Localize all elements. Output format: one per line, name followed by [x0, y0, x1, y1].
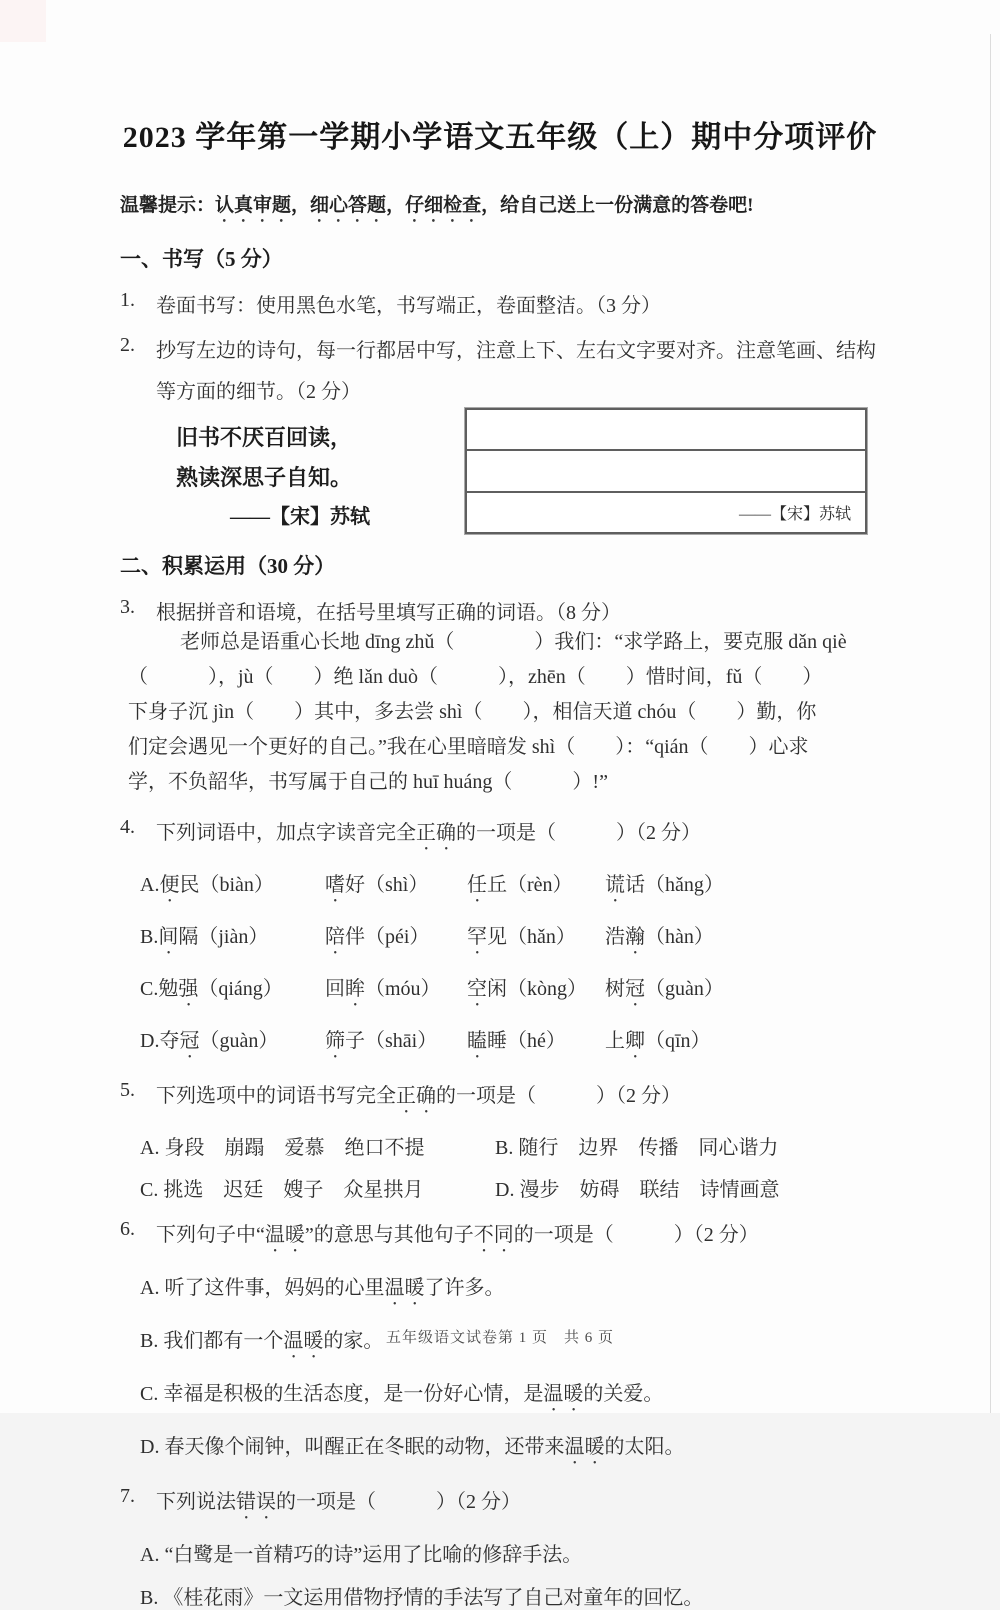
option-label: C. [140, 978, 159, 1000]
option-emphasis: 温暖 [543, 1383, 584, 1405]
option-label: B. [140, 926, 159, 948]
copy-exercise-row [120, 408, 882, 534]
question-7-text-part-2: 的一项是（ ）（2 分） [276, 1491, 521, 1513]
word-pre: 上 [605, 1030, 625, 1052]
word-post: 子（shāi） [345, 1030, 438, 1052]
question-6-text-part-1: 下列句子中“ [156, 1224, 265, 1246]
word-post: 睡（hé） [487, 1030, 566, 1052]
word-dotted-char: 冠 [179, 1030, 200, 1052]
question-5-options-row-2 [140, 1173, 882, 1202]
option-label: D. [140, 1030, 160, 1052]
word-dotted-char: 间 [158, 926, 179, 948]
question-3-text: 根据拼音和语境，在括号里填写正确的词语。（8 分） [156, 602, 621, 624]
option-label: A. [140, 874, 160, 896]
tip-comma-1: ， [291, 195, 311, 216]
content-area [0, 190, 1000, 1610]
word-post: （qiáng） [198, 978, 283, 1000]
word-dotted-char: 空 [467, 978, 487, 1000]
word-dotted-char: 谎 [605, 874, 625, 896]
poem-attribution: ——【宋】苏轼 [230, 506, 370, 528]
option-text: “白鹭是一首精巧的诗”运用了比喻的修辞手法。 [164, 1544, 583, 1566]
word-dotted-char: 任 [467, 874, 487, 896]
question-5-option-b: B. 随行 边界 传播 同心谐力 [495, 1137, 779, 1159]
question-5-option-a: A. 身段 崩蹋 爱慕 绝口不提 [140, 1137, 425, 1159]
scan-edge-line [990, 34, 991, 1413]
option-emphasis: 温暖 [564, 1436, 605, 1458]
option-emphasis: 温暖 [384, 1277, 425, 1299]
word-post: （hàn） [645, 926, 714, 948]
question-7-option-b [140, 1581, 882, 1610]
question-4-text-part-2: 的一项是（ ）（2 分） [456, 822, 701, 844]
word-post: 隔（jiàn） [178, 926, 269, 948]
word-dotted-char: 眸 [345, 978, 365, 1000]
question-5-number: 5. [120, 1079, 135, 1101]
question-7-number: 7. [120, 1485, 135, 1507]
handwriting-row-3: ——【宋】苏轼 [738, 505, 851, 523]
question-6-text-part-2: ”的意思与其他句子 [304, 1224, 474, 1246]
word-post: （qīn） [645, 1030, 711, 1052]
question-3-paragraph-line-1: 老师总是语重心长地 dīng zhǔ（ ）我们：“求学路上，要克服 dǎn qiè [180, 631, 847, 653]
option-text: 《桂花雨》一文运用借物抒情的手法写了自己对童年的回忆。 [163, 1587, 704, 1609]
handwriting-answer-box [465, 408, 867, 534]
tip-comma-2: ， [386, 195, 406, 216]
option-cell [140, 868, 325, 907]
option-label: D. [140, 1436, 160, 1458]
option-post: 的太阳。 [604, 1436, 685, 1458]
question-3-paragraph-line-5: 学，不负韶华，书写属于自己的 huī huáng（ ）!” [128, 771, 608, 793]
word-dotted-char: 筛 [325, 1030, 345, 1052]
word-dotted-char: 卿 [625, 1030, 645, 1052]
word-post: 见（hǎn） [487, 926, 576, 948]
question-6-emphasis-2: 不同 [473, 1224, 514, 1246]
question-6-text [156, 1218, 759, 1257]
question-6-option-d [140, 1430, 882, 1469]
question-5 [120, 1079, 882, 1118]
question-6 [120, 1218, 882, 1257]
question-6-option-c [140, 1377, 882, 1416]
section-2-heading: 二、积累运用（30 分） [120, 554, 336, 578]
question-6-option-a [140, 1271, 882, 1310]
word-post: （guàn） [645, 978, 724, 1000]
question-2 [120, 334, 882, 363]
question-2-line-1: 抄写左边的诗句，每一行都居中写，注意上下、左右文字要对齐。注意笔画、结构 [156, 340, 876, 362]
question-6-emphasis-1: 温暖 [264, 1224, 305, 1246]
word-pre: 浩 [605, 926, 625, 948]
tip-emphasis-2: 细心答题 [310, 195, 387, 216]
question-6-number: 6. [120, 1218, 135, 1240]
scan-corner-artifact [0, 0, 46, 42]
question-4-option-a [140, 868, 882, 907]
page-footer: 五年级语文试卷第 1 页 共 6 页 [385, 1330, 614, 1346]
word-dotted-char: 陪 [325, 926, 345, 948]
poem-line-1: 旧书不厌百回读， [176, 425, 353, 450]
question-5-text-part-1: 下列选项中的词语书写完全 [156, 1085, 396, 1107]
option-cell [467, 972, 605, 1011]
question-1 [120, 289, 882, 318]
question-3-paragraph-line-3: 下身子沉 jìn（ ）其中，多去尝 shì（ ），相信天道 chóu（ ）勤，你 [128, 701, 817, 723]
question-7-text-part-1: 下列说法 [156, 1491, 236, 1513]
option-label: B. [140, 1330, 159, 1352]
option-cell [325, 972, 467, 1011]
section-1-heading: 一、书写（5 分） [120, 247, 283, 271]
question-5-options-row-1 [140, 1131, 882, 1160]
word-dotted-char: 冠 [625, 978, 645, 1000]
question-4-number: 4. [120, 816, 135, 838]
question-5-option-c: C. 挑选 迟廷 嫂子 众星拱月 [140, 1179, 424, 1201]
question-3-paragraph-line-4: 们定会遇见一个更好的自己。”我在心里暗暗发 shì（ ）：“qián（ ）心求 [128, 736, 809, 758]
option-cell [325, 920, 467, 959]
question-5-text [156, 1079, 681, 1118]
question-7 [120, 1485, 882, 1524]
option-cell [605, 868, 724, 907]
option-pre: 听了这件事，妈妈的心里 [164, 1277, 385, 1299]
handwriting-row-1 [467, 410, 865, 451]
word-pre: 树 [605, 978, 625, 1000]
option-pre: 我们都有一个 [163, 1330, 284, 1352]
question-1-text: 卷面书写：使用黑色水笔，书写端正，卷面整洁。（3 分） [156, 295, 661, 317]
word-dotted-char: 瀚 [625, 926, 645, 948]
word-post: 丘（rèn） [487, 874, 573, 896]
option-cell [467, 920, 605, 959]
poem-line-2: 熟读深思子自知。 [176, 465, 353, 490]
option-label: A. [140, 1544, 160, 1566]
question-3 [120, 596, 882, 625]
question-4-text [156, 816, 701, 855]
question-4-emphasis: 正确 [416, 822, 456, 844]
question-2-number: 2. [120, 334, 135, 356]
word-dotted-char: 罕 [467, 926, 487, 948]
handwriting-row-2 [467, 451, 865, 492]
word-pre: 回 [325, 978, 345, 1000]
option-pre: 幸福是积极的生活态度，是一份好心情，是 [163, 1383, 544, 1405]
question-1-number: 1. [120, 289, 135, 311]
question-7-option-a [140, 1538, 882, 1567]
option-label: B. [140, 1587, 159, 1609]
poem-source [120, 408, 465, 529]
option-emphasis: 温暖 [283, 1330, 324, 1352]
question-3-paragraph-line-2: （ ），jù（ ）绝 lǎn duò（ ），zhēn（ ）惜时间，fǔ（ ） [128, 666, 823, 688]
option-post: 的家。 [323, 1330, 384, 1352]
question-7-emphasis: 错误 [236, 1491, 276, 1513]
option-cell [467, 1024, 605, 1063]
tip-emphasis-1: 认真审题 [215, 195, 292, 216]
option-cell [140, 920, 325, 959]
option-label: A. [140, 1277, 160, 1299]
word-pre: 夺 [159, 1030, 180, 1052]
option-pre: 春天像个闹钟，叫醒正在冬眠的动物，还带来 [164, 1436, 565, 1458]
tip-emphasis-3: 仔细检查 [405, 195, 482, 216]
word-dotted-char: 便 [159, 874, 180, 896]
word-post: 好（shì） [345, 874, 429, 896]
question-7-text [156, 1485, 521, 1524]
word-pre: 勉 [158, 978, 179, 1000]
option-cell [605, 972, 724, 1011]
option-cell [325, 868, 467, 907]
word-post: 话（hǎng） [625, 874, 724, 896]
option-cell [140, 1024, 325, 1063]
option-post: 的关爱。 [583, 1383, 664, 1405]
question-4-option-b [140, 920, 882, 959]
question-3-number: 3. [120, 596, 135, 618]
question-4-option-c [140, 972, 882, 1011]
word-dotted-char: 强 [178, 978, 199, 1000]
word-post: （móu） [365, 978, 441, 1000]
question-6-text-part-3: 的一项是（ ）（2 分） [513, 1224, 759, 1246]
question-4 [120, 816, 882, 855]
option-cell [467, 868, 605, 907]
option-cell [140, 972, 325, 1011]
question-4-option-d [140, 1024, 882, 1063]
question-5-text-part-2: 的一项是（ ）（2 分） [436, 1085, 681, 1107]
option-cell [605, 920, 714, 959]
option-cell [325, 1024, 467, 1063]
word-post: （guàn） [199, 1030, 279, 1052]
option-label: C. [140, 1383, 159, 1405]
option-post: 了许多。 [424, 1277, 505, 1299]
tip-suffix: ，给自己送上一份满意的答卷吧! [481, 195, 754, 216]
word-post: 民（biàn） [179, 874, 274, 896]
question-4-text-part-1: 下列词语中，加点字读音完全 [156, 822, 416, 844]
exam-tip [120, 190, 882, 227]
question-5-option-d: D. 漫步 妨碍 联结 诗情画意 [495, 1179, 780, 1201]
option-cell [605, 1024, 711, 1063]
word-post: 闲（kòng） [487, 978, 587, 1000]
question-2-line-2: 等方面的细节。（2 分） [156, 381, 361, 403]
word-post: 伴（péi） [345, 926, 430, 948]
page-title: 2023 学年第一学期小学语文五年级（上）期中分项评价 [122, 121, 878, 154]
word-dotted-char: 嗜 [325, 874, 345, 896]
question-5-emphasis: 正确 [396, 1085, 436, 1107]
tip-prefix: 温馨提示： [120, 195, 216, 216]
word-dotted-char: 瞌 [467, 1030, 487, 1052]
